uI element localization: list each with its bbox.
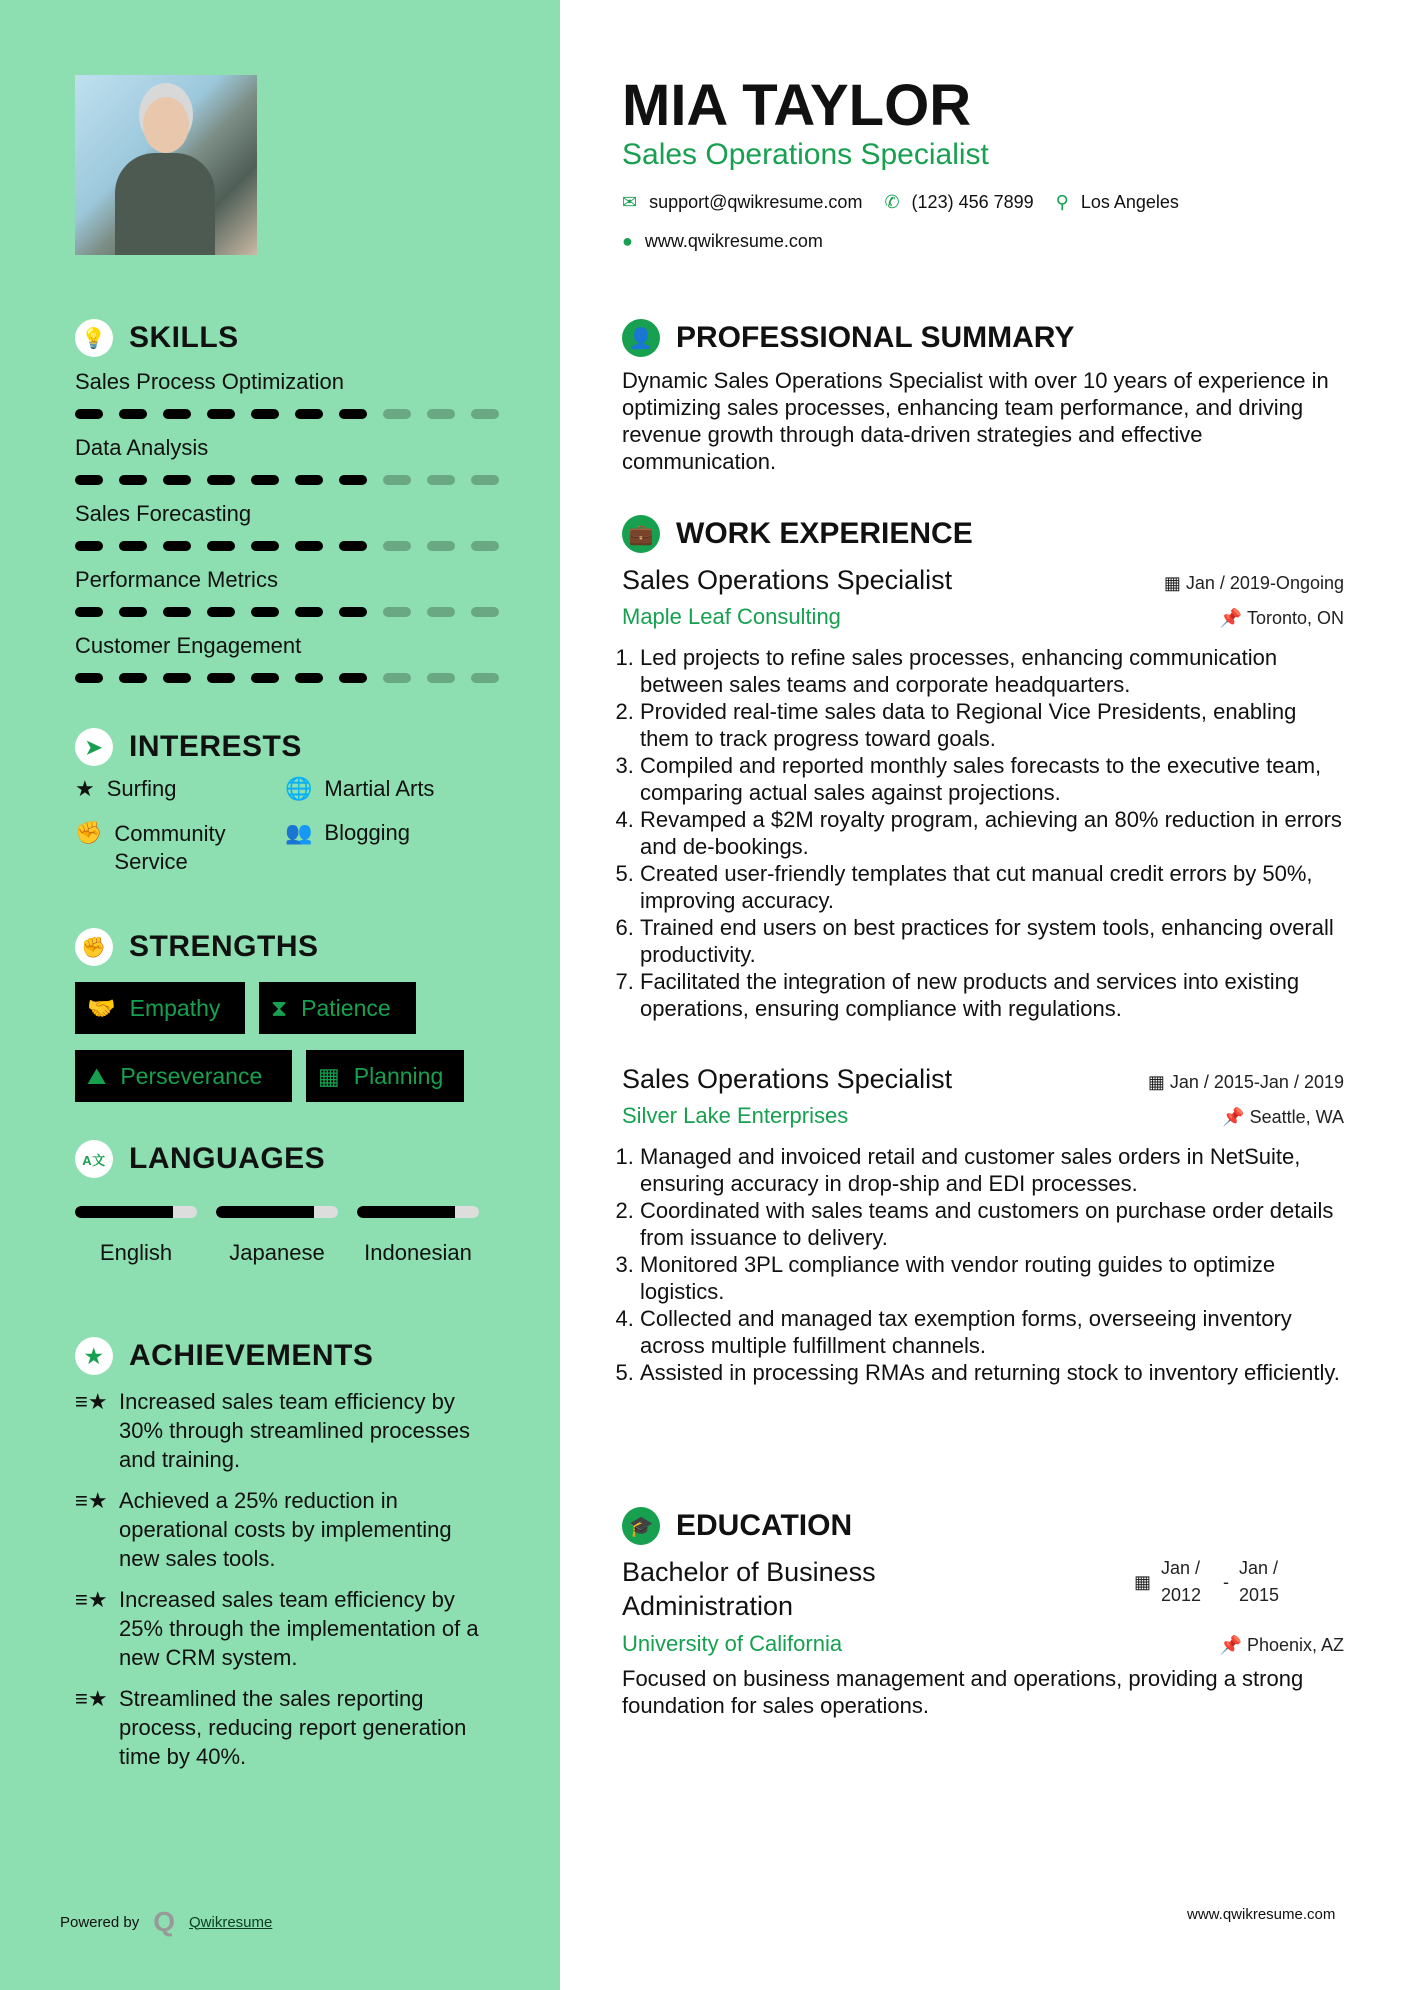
language-item xyxy=(75,1206,197,1267)
website[interactable]: www.qwikresume.com xyxy=(644,231,823,251)
skill-item xyxy=(75,501,505,551)
rating-dot xyxy=(427,409,455,419)
language-name: Japanese xyxy=(229,1240,325,1265)
bullet: 5. Assisted in processing RMAs and returning stock to inventory efficiently. xyxy=(640,1359,1344,1386)
location-text: Phoenix, AZ xyxy=(1246,1635,1344,1655)
achievement-item xyxy=(75,1684,495,1771)
rating-dot xyxy=(119,673,147,683)
date-text: Jan / 2019-Ongoing xyxy=(1185,573,1344,593)
bullet: 1. Managed and invoiced retail and customer sales orders in NetSuite, ensuring accuracy in drop-ship and EDI processes. xyxy=(640,1143,1344,1197)
bullet: 1. Led projects to refine sales processes, enhancing communication between sales teams and corporate headquarters. xyxy=(640,644,1344,698)
education-text: Focused on business management and operations, providing a strong foundation for sales operations. xyxy=(622,1666,1304,1718)
rating-dot xyxy=(339,607,367,617)
interest-item xyxy=(285,820,495,876)
rating-dot xyxy=(75,673,103,683)
skill-label: Sales Process Optimization xyxy=(75,369,344,394)
languages-section xyxy=(75,1140,325,1178)
rating-dot xyxy=(119,475,147,485)
education-dates: ▦ Jan / 2012 - Jan / 2015 xyxy=(1134,1555,1304,1609)
skill-label: Sales Forecasting xyxy=(75,501,252,526)
star-icon: ≡★ xyxy=(75,1389,108,1414)
achievement-text: Increased sales team efficiency by 30% through streamlined processes and training. xyxy=(119,1389,470,1472)
rating-dot xyxy=(427,541,455,551)
rating-dot xyxy=(471,475,499,485)
language-name: Indonesian xyxy=(364,1240,472,1265)
skill-item xyxy=(75,633,505,683)
skills-section xyxy=(75,319,505,699)
rating-dot xyxy=(251,475,279,485)
envelope-icon: ✉ xyxy=(622,192,638,212)
fist-icon: ✊ xyxy=(75,928,113,966)
strength-tag xyxy=(306,1050,464,1102)
header xyxy=(622,72,1344,252)
skill-item xyxy=(75,435,505,485)
job-location: 📌 Toronto, ON xyxy=(1219,608,1344,628)
rating-dot xyxy=(119,409,147,419)
qwikresume-link[interactable]: Qwikresume xyxy=(189,1913,273,1931)
rating-dot xyxy=(251,409,279,419)
language-name: English xyxy=(99,1240,173,1265)
interest-label: Blogging xyxy=(324,820,411,845)
phone[interactable]: (123) 456 7899 xyxy=(911,192,1034,212)
job-entry xyxy=(622,1064,1344,1386)
star-icon: ★ xyxy=(75,776,95,801)
rating-dot xyxy=(383,673,411,683)
skill-rating xyxy=(75,541,505,551)
rating-dot xyxy=(383,607,411,617)
bullet: 4. Collected and managed tax exemption forms, overseeing inventory across multiple fulfillment channels. xyxy=(640,1305,1344,1359)
rating-dot xyxy=(207,607,235,617)
job-entry xyxy=(622,565,1344,1022)
bullet: 6. Trained end users on best practices for system tools, enhancing overall productivity. xyxy=(640,914,1344,968)
bullet: 3. Monitored 3PL compliance with vendor routing guides to optimize logistics. xyxy=(640,1251,1344,1305)
rating-dot xyxy=(207,541,235,551)
education-location: 📌 Phoenix, AZ xyxy=(1219,1635,1344,1655)
qwikresume-logo-icon: Q xyxy=(153,1906,175,1937)
rating-dot xyxy=(295,607,323,617)
interest-label: Martial Arts xyxy=(324,776,435,801)
location: Los Angeles xyxy=(1080,192,1179,212)
language-level-bar xyxy=(357,1206,479,1218)
road-icon: ⛰ xyxy=(87,1062,107,1089)
company: Silver Lake Enterprises xyxy=(622,1103,849,1128)
phone-icon: ✆ xyxy=(884,192,900,212)
language-level-fill xyxy=(357,1206,455,1218)
candidate-title: Sales Operations Specialist xyxy=(622,138,989,171)
rating-dot xyxy=(295,475,323,485)
bullet: 3. Compiled and reported monthly sales forecasts to the executive team, comparing actual sales against projections. xyxy=(640,752,1344,806)
rating-dot xyxy=(471,607,499,617)
star-icon: ≡★ xyxy=(75,1686,108,1711)
interest-label: Surfing xyxy=(106,776,177,801)
date-text: Jan / 2015-Jan / 2019 xyxy=(1169,1072,1344,1092)
language-level-bar xyxy=(75,1206,197,1218)
language-level-fill xyxy=(216,1206,314,1218)
skill-label: Data Analysis xyxy=(75,435,209,460)
rating-dot xyxy=(427,475,455,485)
skill-rating xyxy=(75,607,505,617)
bullet: 2. Provided real-time sales data to Regional Vice Presidents, enabling them to track progress toward goals. xyxy=(640,698,1344,752)
powered-by-label: Powered by xyxy=(60,1913,140,1931)
rating-dot xyxy=(163,409,191,419)
rating-dot xyxy=(339,673,367,683)
bullet: 7. Facilitated the integration of new products and services into existing operations, ensuring compliance with regulations. xyxy=(640,968,1344,1022)
strength-tag xyxy=(259,982,416,1034)
star-icon: ≡★ xyxy=(75,1587,108,1612)
rating-dot xyxy=(75,607,103,617)
briefcase-icon: 💼 xyxy=(622,515,660,553)
location-text: Toronto, ON xyxy=(1246,608,1344,628)
section-heading: ACHIEVEMENTS xyxy=(129,1339,374,1372)
interest-item xyxy=(75,776,285,802)
section-heading: INTERESTS xyxy=(129,730,302,763)
rating-dot xyxy=(119,607,147,617)
school: University of California xyxy=(622,1631,843,1656)
rating-dot xyxy=(471,673,499,683)
rating-dot xyxy=(295,673,323,683)
strength-label: Planning xyxy=(353,1062,444,1089)
rating-dot xyxy=(471,541,499,551)
achievement-text: Achieved a 25% reduction in operational costs by implementing new sales tools. xyxy=(119,1488,452,1571)
rating-dot xyxy=(251,607,279,617)
summary-section xyxy=(622,319,1344,475)
bullet: 4. Revamped a $2M royalty program, achieving an 80% reduction in errors and de-bookings. xyxy=(640,806,1344,860)
strengths-section xyxy=(75,928,319,966)
rating-dot xyxy=(295,409,323,419)
strength-label: Patience xyxy=(301,994,391,1021)
rating-dot xyxy=(163,541,191,551)
section-heading: STRENGTHS xyxy=(129,930,319,963)
rating-dot xyxy=(383,541,411,551)
rating-dot xyxy=(427,673,455,683)
skill-item xyxy=(75,369,505,419)
calendar-icon: ▦ xyxy=(1134,1571,1152,1592)
skill-rating xyxy=(75,409,505,419)
achievements-section xyxy=(75,1337,495,1783)
rating-dot xyxy=(163,673,191,683)
paper-plane-icon: ➤ xyxy=(75,728,113,766)
rating-dot xyxy=(251,673,279,683)
language-item xyxy=(357,1206,479,1267)
map-marker-icon: ⚲ xyxy=(1055,192,1069,212)
section-heading: SKILLS xyxy=(129,321,239,354)
email[interactable]: support@qwikresume.com xyxy=(649,192,863,212)
achievement-item xyxy=(75,1387,495,1474)
interest-item xyxy=(75,820,285,876)
language-level-bar xyxy=(216,1206,338,1218)
section-heading: PROFESSIONAL SUMMARY xyxy=(676,321,1075,354)
rating-dot xyxy=(383,475,411,485)
experience-section xyxy=(622,515,1344,1428)
section-heading: WORK EXPERIENCE xyxy=(676,517,973,550)
skill-rating xyxy=(75,475,505,485)
rating-dot xyxy=(163,475,191,485)
interest-item xyxy=(285,776,495,802)
job-title: Sales Operations Specialist xyxy=(622,1064,953,1094)
rating-dot xyxy=(75,475,103,485)
rating-dot xyxy=(75,409,103,419)
skill-label: Performance Metrics xyxy=(75,567,278,592)
handshake-icon: 🤝 xyxy=(87,994,116,1021)
bullet: 5. Created user-friendly templates that cut manual credit errors by 50%, improving accuracy. xyxy=(640,860,1344,914)
rating-dot xyxy=(339,475,367,485)
start-date: Jan / 2012 xyxy=(1161,1558,1202,1605)
globe-icon: ● xyxy=(622,231,633,251)
skill-rating xyxy=(75,673,505,683)
star-icon: ★ xyxy=(75,1337,113,1375)
footer-website[interactable]: www.qwikresume.com xyxy=(1187,1906,1336,1923)
company: Maple Leaf Consulting xyxy=(622,604,841,629)
profile-photo xyxy=(75,75,257,255)
candidate-name: MIA TAYLOR xyxy=(622,73,972,138)
job-date: ▦ Jan / 2015-Jan / 2019 xyxy=(1147,1072,1344,1092)
rating-dot xyxy=(119,541,147,551)
job-date: ▦ Jan / 2019-Ongoing xyxy=(1163,573,1344,593)
achievement-item xyxy=(75,1486,495,1573)
strength-tag xyxy=(75,1050,292,1102)
rating-dot xyxy=(207,409,235,419)
job-bullets xyxy=(622,644,1344,1022)
rating-dot xyxy=(427,607,455,617)
interests-section xyxy=(75,728,505,876)
achievement-text: Increased sales team efficiency by 25% through the implementation of a new CRM system. xyxy=(119,1587,479,1670)
rating-dot xyxy=(207,475,235,485)
rating-dot xyxy=(251,541,279,551)
achievement-text: Streamlined the sales reporting process, reducing report generation time by 40%. xyxy=(119,1686,467,1769)
lightbulb-icon: 💡 xyxy=(75,319,113,357)
user-icon: 👤 xyxy=(622,319,660,357)
contact-row xyxy=(622,192,1344,213)
globe-icon: 🌐 xyxy=(285,776,313,801)
rating-dot xyxy=(75,541,103,551)
strength-tag xyxy=(75,982,245,1034)
job-location: 📌 Seattle, WA xyxy=(1222,1107,1344,1127)
graduation-icon: 🎓 xyxy=(622,1507,660,1545)
rating-dot xyxy=(339,541,367,551)
section-heading: LANGUAGES xyxy=(129,1142,326,1175)
users-icon: 👥 xyxy=(285,820,313,845)
end-date: Jan / 2015 xyxy=(1239,1558,1280,1605)
job-title: Sales Operations Specialist xyxy=(622,565,953,595)
strength-label: Perseverance xyxy=(120,1062,263,1089)
fist-icon: ✊ xyxy=(75,820,103,845)
education-section xyxy=(622,1507,1344,1719)
section-heading: EDUCATION xyxy=(676,1509,853,1542)
star-icon: ≡★ xyxy=(75,1488,108,1513)
interest-label: Community Service xyxy=(114,821,226,874)
skill-item xyxy=(75,567,505,617)
summary-text: Dynamic Sales Operations Specialist with over 10 years of experience in optimizing sales processes, enhancing team performance, and driving revenue growth through data-driven strategies and effective communication. xyxy=(622,368,1329,474)
rating-dot xyxy=(383,409,411,419)
rating-dot xyxy=(339,409,367,419)
location-text: Seattle, WA xyxy=(1249,1107,1344,1127)
website-row xyxy=(622,231,1344,252)
degree: Bachelor of Business Administration xyxy=(622,1557,876,1621)
powered-by xyxy=(60,1906,272,1938)
calendar-icon: ▦ xyxy=(318,1062,340,1089)
rating-dot xyxy=(207,673,235,683)
language-item xyxy=(216,1206,338,1267)
rating-dot xyxy=(295,541,323,551)
strength-label: Empathy xyxy=(129,994,221,1021)
language-icon: A文 xyxy=(75,1140,113,1178)
rating-dot xyxy=(163,607,191,617)
language-level-fill xyxy=(75,1206,173,1218)
hourglass-icon: ⧗ xyxy=(271,994,288,1021)
job-bullets xyxy=(622,1143,1344,1386)
achievement-item xyxy=(75,1585,495,1672)
bullet: 2. Coordinated with sales teams and customers on purchase order details from issuance to delivery. xyxy=(640,1197,1344,1251)
skill-label: Customer Engagement xyxy=(75,633,302,658)
rating-dot xyxy=(471,409,499,419)
